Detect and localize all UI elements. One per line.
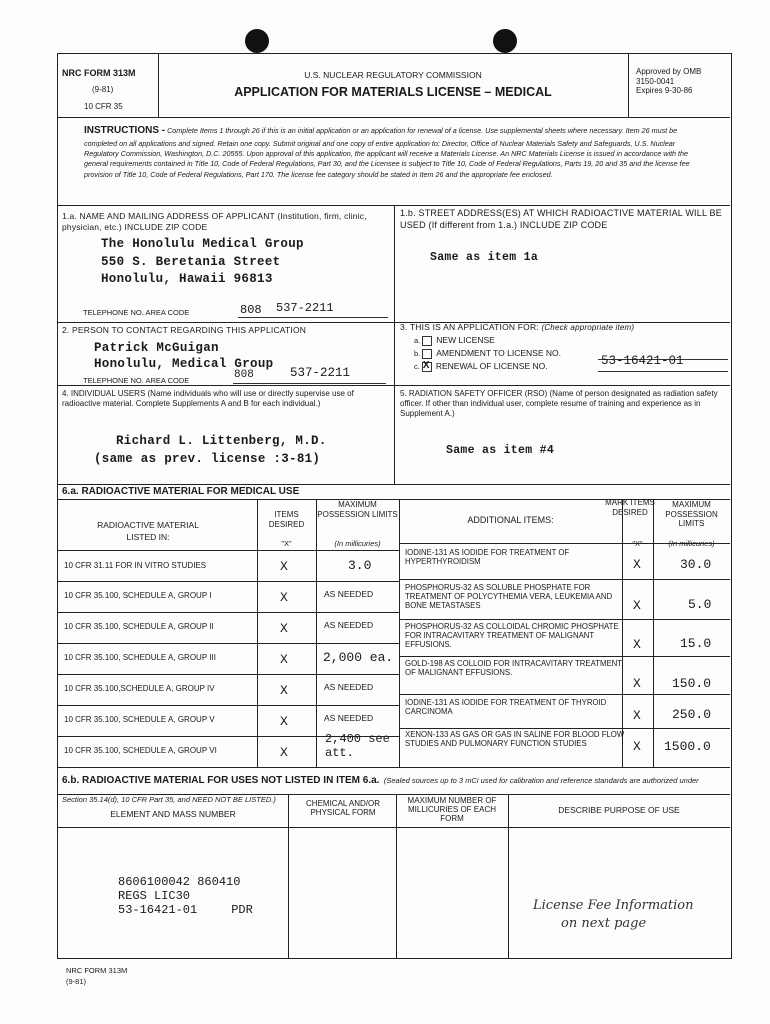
applicant-name[interactable]: The Honolulu Medical Group [101,237,304,251]
option-new-license[interactable]: a. NEW LICENSE [414,335,495,345]
row-x-mark[interactable]: X [280,683,288,698]
additional-limit[interactable]: 15.0 [680,636,712,651]
applicant-street[interactable]: 550 S. Beretania Street [101,255,281,269]
col-additional-header: ADDITIONAL ITEMS: [467,515,554,525]
row-x-mark[interactable]: X [280,745,288,760]
additional-item: PHOSPHORUS-32 AS SOLUBLE PHOSPHATE FOR TREATMENT OF POLYCYTHEMIA VERA, LEUKEMIA AND BONE METASTASES [405,583,613,610]
document-stamp: 8606100042 860410 REGS LIC30 53-16421-01 PDR [118,875,253,917]
row-limit[interactable]: AS NEEDED [324,682,374,692]
form-date: (9-81) [92,85,114,94]
telephone-label-1a: TELEPHONE NO. AREA CODE [83,308,190,317]
table-row: 10 CFR 35.100, SCHEDULE A, GROUP II [64,622,214,631]
contact-org[interactable]: Honolulu, Medical Group [94,357,274,371]
individual-user-note[interactable]: (same as prev. license :3-81) [94,452,321,466]
table-row: 10 CFR 35.100,SCHEDULE A, GROUP IV [64,684,215,693]
contact-name[interactable]: Patrick McGuigan [94,341,219,355]
phone-1a[interactable]: 537-2211 [276,301,334,315]
row-limit[interactable]: 3.0 [348,558,372,573]
item-6b-label: 6.b. RADIOACTIVE MATERIAL FOR USES NOT LISTED IN ITEM 6.a. (Sealed sources up to 3 mCi used for calibration and reference standards are authorized under Section 35.14(d), 10 CFR Part 35, and NEED NOT BE LISTED.) [62,775,699,805]
item-1a-label: 1.a. NAME AND MAILING ADDRESS OF APPLICANT (Institution, firm, clinic, physician, etc.) INCLUDE ZIP CODE [62,211,367,233]
table-row: 10 CFR 35.100, SCHEDULE A, GROUP III [64,653,216,662]
additional-x-mark[interactable]: X [633,708,641,723]
item-2-label: 2. PERSON TO CONTACT REGARDING THIS APPLICATION [62,325,307,335]
street-address-1b[interactable]: Same as item 1a [430,251,539,264]
footer-form-id: NRC FORM 313M (9-81) [66,966,128,987]
additional-x-mark[interactable]: X [633,637,641,652]
phone-2[interactable]: 537-2211 [290,366,351,380]
area-code-1a[interactable]: 808 [240,303,262,317]
telephone-label-2: TELEPHONE NO. AREA CODE [83,376,190,385]
item-1b-label: 1.b. STREET ADDRESS(ES) AT WHICH RADIOACTIVE MATERIAL WILL BE USED (If different from 1.a.) INCLUDE ZIP CODE [400,208,722,230]
additional-item: IODINE-131 AS IODIDE FOR TREATMENT OF HYPERTHYROIDISM [405,548,570,566]
item-4-label: 4. INDIVIDUAL USERS (Name individuals who will use or directly supervise use of radioactive material. Complete Supplements A and B for each individual.) [62,389,354,408]
application-form [57,53,732,959]
rso-value[interactable]: Same as item #4 [446,444,555,457]
additional-limit[interactable]: 30.0 [680,557,712,572]
instructions [84,124,698,180]
row-limit[interactable]: 2,000 ea. [323,650,394,665]
additional-item: XENON-133 AS GAS OR GAS IN SALINE FOR BLOOD FLOW STUDIES AND PULMONARY FUNCTION STUDIES [405,730,625,748]
table-row: 10 CFR 35.100, SCHEDULE A, GROUP VI [64,746,217,755]
row-limit[interactable]: AS NEEDED [324,589,374,599]
item-6a-label: 6.a. RADIOACTIVE MATERIAL FOR MEDICAL USE [62,486,300,497]
col-material-header: RADIOACTIVE MATERIAL LISTED IN: [97,520,199,542]
additional-x-mark[interactable]: X [633,676,641,691]
applicant-city[interactable]: Honolulu, Hawaii 96813 [101,272,273,286]
col-mark-header: MARK ITEMS DESIRED [605,498,655,517]
additional-x-mark[interactable]: X [633,557,641,572]
item-5-label: 5. RADIATION SAFETY OFFICER (RSO) (Name of person designated as radiation safety officer. If other than individual user, complete resume of training and experience as in Supplement A.) [400,389,718,418]
col-unit-header-2: (In millicuries) [668,539,715,548]
punch-hole-left [245,29,269,53]
instructions-text: Complete Items 1 through 26 if this is an initial application or an application for renewal of a license. Use supplemental sheets where necessary. Item 26 must be completed on all applications and signed. Retain one copy. Submit original and one copy of entire application to: Director, Office of Nuclear Materials Safety and Safeguards, U.S. Nuclear Regulatory Commission, Washington, D.C. 20555. Upon approval of this application, the applicant will receive a Materials License. An NRC Materials License is issued in accordance with the general requirements contained in Title 10, Code of Federal Regulations, Part 30, and the Licensee is subject to Title 10, Code of Federal Regulations, Parts 19, 20 and 35 and the license fee provision of Title 10, Code of Federal Regulations, Part 170. The license fee category should be stated in Item 26 and the appropriate fee enclosed. [84,126,690,179]
col-millicuries-header: MAXIMUM NUMBER OF MILLICURIES OF EACH FORM [407,796,497,824]
col-max-header-2: MAXIMUM POSSESSION LIMITS [665,500,718,529]
additional-item: IODINE-131 AS IODIDE FOR TREATMENT OF THYROID CARCINOMA [405,698,607,716]
row-x-mark[interactable]: X [280,590,288,605]
row-x-mark[interactable]: X [280,559,288,574]
handwritten-note: License Fee Information on next page [533,898,694,931]
additional-x-mark[interactable]: X [633,598,641,613]
punch-hole-right [493,29,517,53]
agency-name: U.S. NUCLEAR REGULATORY COMMISSION [304,70,482,80]
additional-limit[interactable]: 5.0 [688,597,712,612]
col-form-header: CHEMICAL AND/OR PHYSICAL FORM [306,799,380,818]
table-row: 10 CFR 31.11 FOR IN VITRO STUDIES [64,561,207,570]
item-3-label: 3. THIS IS AN APPLICATION FOR: (Check appropriate item) [400,322,635,332]
new-license-checkbox[interactable] [422,336,432,346]
additional-limit[interactable]: 1500.0 [664,739,711,754]
renewal-checkbox[interactable]: X [422,362,432,372]
license-number[interactable]: 53-16421-01 [601,354,684,368]
col-x-header-2: "X" [632,539,643,548]
col-x-header: "X" [281,539,292,548]
col-max-header: MAXIMUM POSSESSION LIMITS [317,500,398,519]
additional-item: PHOSPHORUS-32 AS COLLOIDAL CHROMIC PHOSPHATE FOR INTRACAVITARY TREATMENT OF MALIGNANT EFFUSIONS. [405,622,619,649]
row-limit[interactable]: AS NEEDED [324,713,374,723]
col-items-header: ITEMS DESIRED [268,510,305,529]
option-amendment[interactable]: b. AMENDMENT TO LICENSE NO. [414,348,561,358]
option-renewal[interactable]: c. X RENEWAL OF LICENSE NO. [414,359,548,371]
col-element-header: ELEMENT AND MASS NUMBER [110,809,236,819]
row-x-mark[interactable]: X [280,621,288,636]
individual-user-name[interactable]: Richard L. Littenberg, M.D. [116,434,327,448]
instructions-heading: INSTRUCTIONS - [84,125,166,136]
additional-x-mark[interactable]: X [633,739,641,754]
area-code-2[interactable]: 808 [234,369,254,381]
additional-item: GOLD-198 AS COLLOID FOR INTRACAVITARY TREATMENT OF MALIGNANT EFFUSIONS. [405,659,622,677]
amendment-checkbox[interactable] [422,349,432,359]
table-row: 10 CFR 35.100, SCHEDULE A, GROUP I [64,591,212,600]
omb-approval: Approved by OMB 3150-0041 Expires 9-30-86 [636,67,702,96]
additional-limit[interactable]: 250.0 [672,707,712,722]
form-title: APPLICATION FOR MATERIALS LICENSE – MEDICAL [234,85,552,99]
row-x-mark[interactable]: X [280,714,288,729]
additional-limit[interactable]: 150.0 [672,676,712,691]
cfr-reference: 10 CFR 35 [84,102,123,111]
col-unit-header: (In millicuries) [334,539,381,548]
row-x-mark[interactable]: X [280,652,288,667]
form-id: NRC FORM 313M [62,68,136,78]
row-limit[interactable]: 2,400 see att. [325,732,390,761]
row-limit[interactable]: AS NEEDED [324,620,374,630]
col-purpose-header: DESCRIBE PURPOSE OF USE [558,805,680,815]
table-row: 10 CFR 35.100, SCHEDULE A, GROUP V [64,715,215,724]
